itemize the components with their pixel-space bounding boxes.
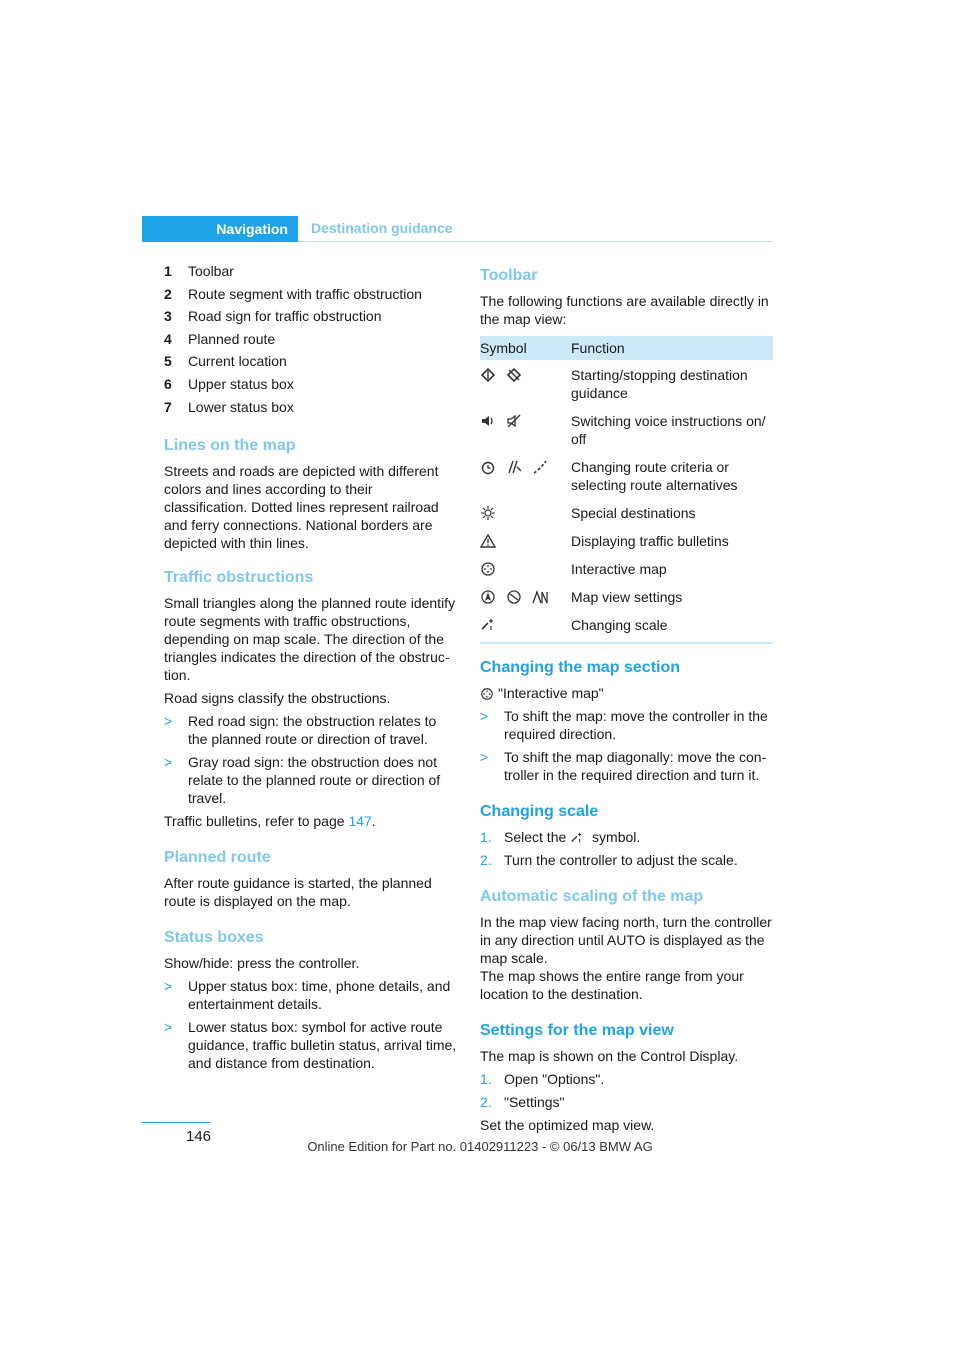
table-header xyxy=(480,336,773,360)
page-link[interactable]: 147 xyxy=(348,812,372,829)
column-header-symbol: Symbol xyxy=(480,336,571,360)
table-row xyxy=(480,554,773,582)
bullet-item: > Upper status box: time, phone details, and entertainment details. xyxy=(164,977,451,1012)
interactive-map-icon xyxy=(480,561,496,577)
chapter-tab: Navigation xyxy=(142,216,298,242)
function-cell: Interactive map xyxy=(571,561,667,577)
legend-item: 3 Road sign for traffic obstruction xyxy=(164,308,382,325)
legend-item: 7 Lower status box xyxy=(164,398,294,415)
symbol-table xyxy=(480,336,773,644)
table-row xyxy=(480,526,773,554)
table-row xyxy=(480,610,773,643)
settings-end: Set the optimized map view. xyxy=(480,1117,655,1133)
bullet-item: > Gray road sign: the obstruction does not relate to the planned route or direction of travel. xyxy=(164,753,441,806)
footer: Online Edition for Part no. 01402911223 - © 06/13 BMW AG xyxy=(307,1139,653,1154)
interactive-map-icon xyxy=(480,687,494,701)
legend-item: 2 Route segment with traffic obstruction xyxy=(164,285,422,302)
column-header-function: Function xyxy=(571,336,773,360)
planned-body: After route guidance is started, the planned route is displayed on the map. xyxy=(164,874,432,909)
function-cell: Changing scale xyxy=(571,610,773,643)
page-rule xyxy=(142,1122,210,1123)
lines-body: Streets and roads are depicted with different colors and lines according to their classification. Dotted lines represent railroad and ferry connections. National borders are depicted with thin lines. xyxy=(164,462,439,551)
legend-item: 4 Planned route xyxy=(164,330,276,347)
settings-body: The map is shown on the Control Display. xyxy=(480,1048,739,1064)
toolbar-heading: Toolbar xyxy=(480,267,538,284)
bullet-item: > Lower status box: symbol for active route guidance, traffic bulletin status, arrival time, and distance from destination. xyxy=(164,1018,457,1071)
left-column xyxy=(164,262,459,1077)
map-view-settings-heading: Settings for the map view xyxy=(480,1022,674,1039)
table-row xyxy=(480,360,773,406)
table-row xyxy=(480,498,773,526)
traffic-warning-icon xyxy=(480,533,496,549)
bullet-item: > To shift the map: move the controller in the required direction. xyxy=(480,708,768,742)
traffic-reference: Traffic bulletins, refer to page 147. xyxy=(164,812,376,829)
function-cell: Map view settings xyxy=(571,589,683,605)
status-body: Show/hide: press the controller. xyxy=(164,954,360,971)
function-cell: Starting/stopping destination guidance xyxy=(571,367,748,401)
step-item: 1. Open "Options". xyxy=(480,1071,605,1087)
map-section-heading: Changing the map section xyxy=(480,659,681,676)
table-row xyxy=(480,406,773,452)
step-item: 2. Turn the controller to adjust the scale. xyxy=(480,852,738,868)
function-cell: Special destinations xyxy=(571,505,696,521)
right-column xyxy=(480,262,773,1139)
map-direction-icon xyxy=(480,589,496,605)
legend-item: 1 Toolbar xyxy=(164,263,234,279)
step-item: 2. "Settings" xyxy=(480,1094,565,1110)
special-destinations-icon xyxy=(480,505,496,521)
interactive-map-label: "Interactive map" xyxy=(480,684,773,702)
route-clock-icon xyxy=(480,459,496,475)
voice-on-icon xyxy=(480,413,496,429)
function-cell: Displaying traffic bulletins xyxy=(571,533,729,549)
auto-body-2: The map shows the entire range from your location to the destination. xyxy=(480,968,744,1002)
route-criteria-icon xyxy=(506,459,522,475)
lines-heading: Lines on the map xyxy=(164,436,296,454)
destination-guidance-stop-icon xyxy=(506,367,522,383)
auto-body: In the map view facing north, turn the controller in any direction until AUTO is displayed as the map scale. xyxy=(480,914,772,966)
header-rule xyxy=(298,241,773,242)
map-north-icon xyxy=(506,589,522,605)
scale-heading: Changing scale xyxy=(480,803,599,820)
function-cell: Switching voice instructions on/ off xyxy=(571,413,766,447)
planned-heading: Planned route xyxy=(164,848,271,866)
legend-item: 6 Upper status box xyxy=(164,375,294,392)
traffic-body: Small triangles along the planned route identify route segments with traffic obstructions, depending on map scale. The direction of the triangles indicates the direction of the obstruction. xyxy=(164,594,456,683)
toolbar-intro: The following functions are available directly in the map view: xyxy=(480,293,769,327)
voice-off-icon xyxy=(506,413,522,429)
bullet-item: > Red road sign: the obstruction relates to the planned route or direction of travel. xyxy=(164,712,437,747)
map-perspective-icon xyxy=(532,589,548,605)
scale-icon xyxy=(480,617,496,633)
table-row xyxy=(480,452,773,498)
legend-list xyxy=(164,262,459,416)
step-item: 1. Select the symbol. xyxy=(480,829,641,845)
bullet-item: > To shift the map diagonally: move the controller in the required direction and turn it. xyxy=(480,749,767,783)
auto-scaling-heading: Automatic scaling of the map xyxy=(480,888,704,905)
table-row xyxy=(480,582,773,610)
traffic-heading: Traffic obstructions xyxy=(164,568,314,586)
legend-item: 5 Current location xyxy=(164,353,287,370)
section-title: Destination guidance xyxy=(311,220,453,236)
page-number: 146 xyxy=(186,1128,212,1145)
function-cell: Changing route criteria or selecting route alternatives xyxy=(571,459,738,493)
destination-guidance-start-icon xyxy=(480,367,496,383)
traffic-body-2: Road signs classify the obstructions. xyxy=(164,689,391,706)
status-heading: Status boxes xyxy=(164,928,264,946)
route-alternatives-icon xyxy=(532,459,548,475)
scale-icon xyxy=(570,831,584,845)
